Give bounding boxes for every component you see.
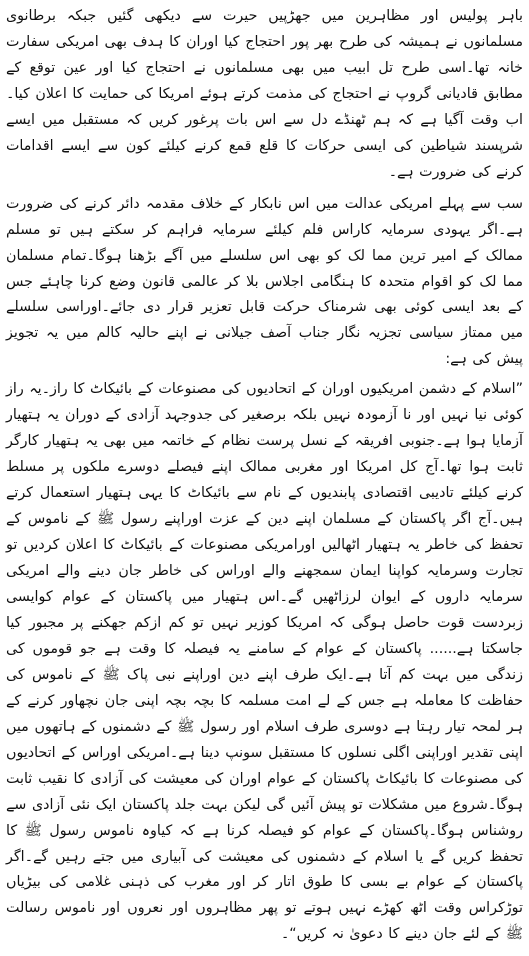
article-paragraph-protests: باہر پولیس اور مظاہرین میں جھڑپیں حیرت سے دیکھی گئیں جبکہ برطانوی مسلمانوں نے ہمیشہ کی طرح بھر پور احتجاج کیا اوران کا ہدف بھی امریکی سفارت خانہ تھا۔اسی طرح تل ابیب میں بھی مسلمانوں نے احتجاج کیا اور عین توقع کے مطابق قادیانی گروپ نے احتجاج کی مذمت کرتے ہوئے امریکا کی حمایت کا اعلان کیا۔اب وقت آگیا ہے کہ ہم ٹھنڈے دل سے اس بات پرغور کریں کہ مستقبل میں ایسے شرپسند شیاطین کی ایسی حرکات کا قلع قمع کرنے کیلئے کون سے ایسے اقدامات کرنے کی ضرورت ہے۔: [6, 8, 523, 180]
article-paragraph-proposals: سب سے پہلے امریکی عدالت میں اس نابکار کے خلاف مقدمہ دائر کرنے کی ضرورت ہے۔اگر یہودی سرمایہ کاراس فلم کیلئے سرمایہ فراہم کر سکتے ہیں تو مسلم ممالک کے امیر ترین مما لک کو بھی اس سلسلے میں آگے بڑھنا ہوگا۔تمام مسلمان مما لک کو اقوام متحدہ کا ہنگامی اجلاس بلا کر عالمی قانون وضع کرنا چاہئے جس کے بعد ایسی کوئی بھی شرمناک حرکت قابل تعزیر قرار دی جائے۔اوراسی سلسلے میں ممتاز سیاسی تجزیہ نگار جناب آصف جیلانی نے اپنے حالیہ کالم میں یہ تجویز پیش کی ہے:: [6, 195, 523, 368]
article-paragraph-quotation: ”اسلام کے دشمن امریکیوں اوران کے اتحادیوں کی مصنوعات کے بائیکاٹ کا راز۔یہ راز کوئی نیا نہیں اور نا آزمودہ نہیں بلکہ برصغیر کی جدوجہد آزادی کے دوران یہ ہتھیار آزمایا ہوا ہے۔جنوبی افریقہ کے نسل پرست نظام کے خاتمہ میں بھی یہ ہتھیار کارگر ثابت ہوا تھا۔آج کل امریکا اور مغربی ممالک اپنے فیصلے دوسرے ملکوں پر مسلط کرنے کیلئے تادیبی اقتصادی پابندیوں کے نام سے بائیکاٹ کا یہی ہتھیار استعمال کرتے ہیں۔آج اگر پاکستان کے مسلمان اپنے دین کے عزت اوراپنے رسول ﷺ کے ناموس کے تحفظ کی خاطر یہ ہتھیار اٹھالیں اورامریکی مصنوعات کے بائیکاٹ کا اعلان کردیں تو تجارت وسرمایہ کواپنا ایمان سمجھنے والے اوراس کی خاطر جان دینے والے امریکی سرمایہ داروں کے ایوان لرزاٹھیں گے۔اس ہتھیار میں پاکستان کے عوام کوایسی زبردست قوت حاصل ہوگی کہ امریکا کوزیر نہیں تو کم ازکم جھکنے پر مجبور کیا جاسکتا ہے...... پاکستان کے عوام کے سامنے یہ فیصلہ کا وقت ہے جو قوموں کی زندگی میں بہت کم آتا ہے۔ایک طرف اپنے دین اوراپنے نبی پاک ﷺ کے ناموس کی حفاظت کا معاملہ ہے جس کے لے امت مسلمہ کا بچہ بچہ اپنی جان نچھاور کرنے کے ہر لمحہ تیار رہتا ہے دوسری طرف اسلام اور رسول ﷺ کے دشمنوں کے ہاتھوں میں اپنی تقدیر اوراپنی اگلی نسلوں کا مستقبل سونپ دینا ہے۔امریکی اوراس کے اتحادیوں کی مصنوعات کا بائیکاٹ پاکستان کے عوام اوران کی معیشت کی آزادی کا نقیب ثابت ہوگا۔شروع میں مشکلات تو پیش آئیں گی لیکن بہت جلد پاکستان ایک نئی آزادی سے روشناس ہوگا۔پاکستان کے عوام کو فیصلہ کرنا ہے کہ کیاوہ ناموس رسول ﷺ کا تحفظ کریں گے یا اسلام کے دشمنوں کی معیشت کی آبیاری میں جتے رہیں گے۔اگر پاکستان کے عوام بے بسی کا طوق اتار کر اور مغرب کی ذہنی غلامی کی بیڑیاں توڑکراس وقت اٹھ کھڑے نہیں ہوتے تو پھر مظاہروں اور نعروں اور ناموس رسالت ﷺ کے لئے جان دینے کا دعویٰ نہ کریں“۔: [6, 381, 523, 943]
article-page: [6, 0, 523, 956]
